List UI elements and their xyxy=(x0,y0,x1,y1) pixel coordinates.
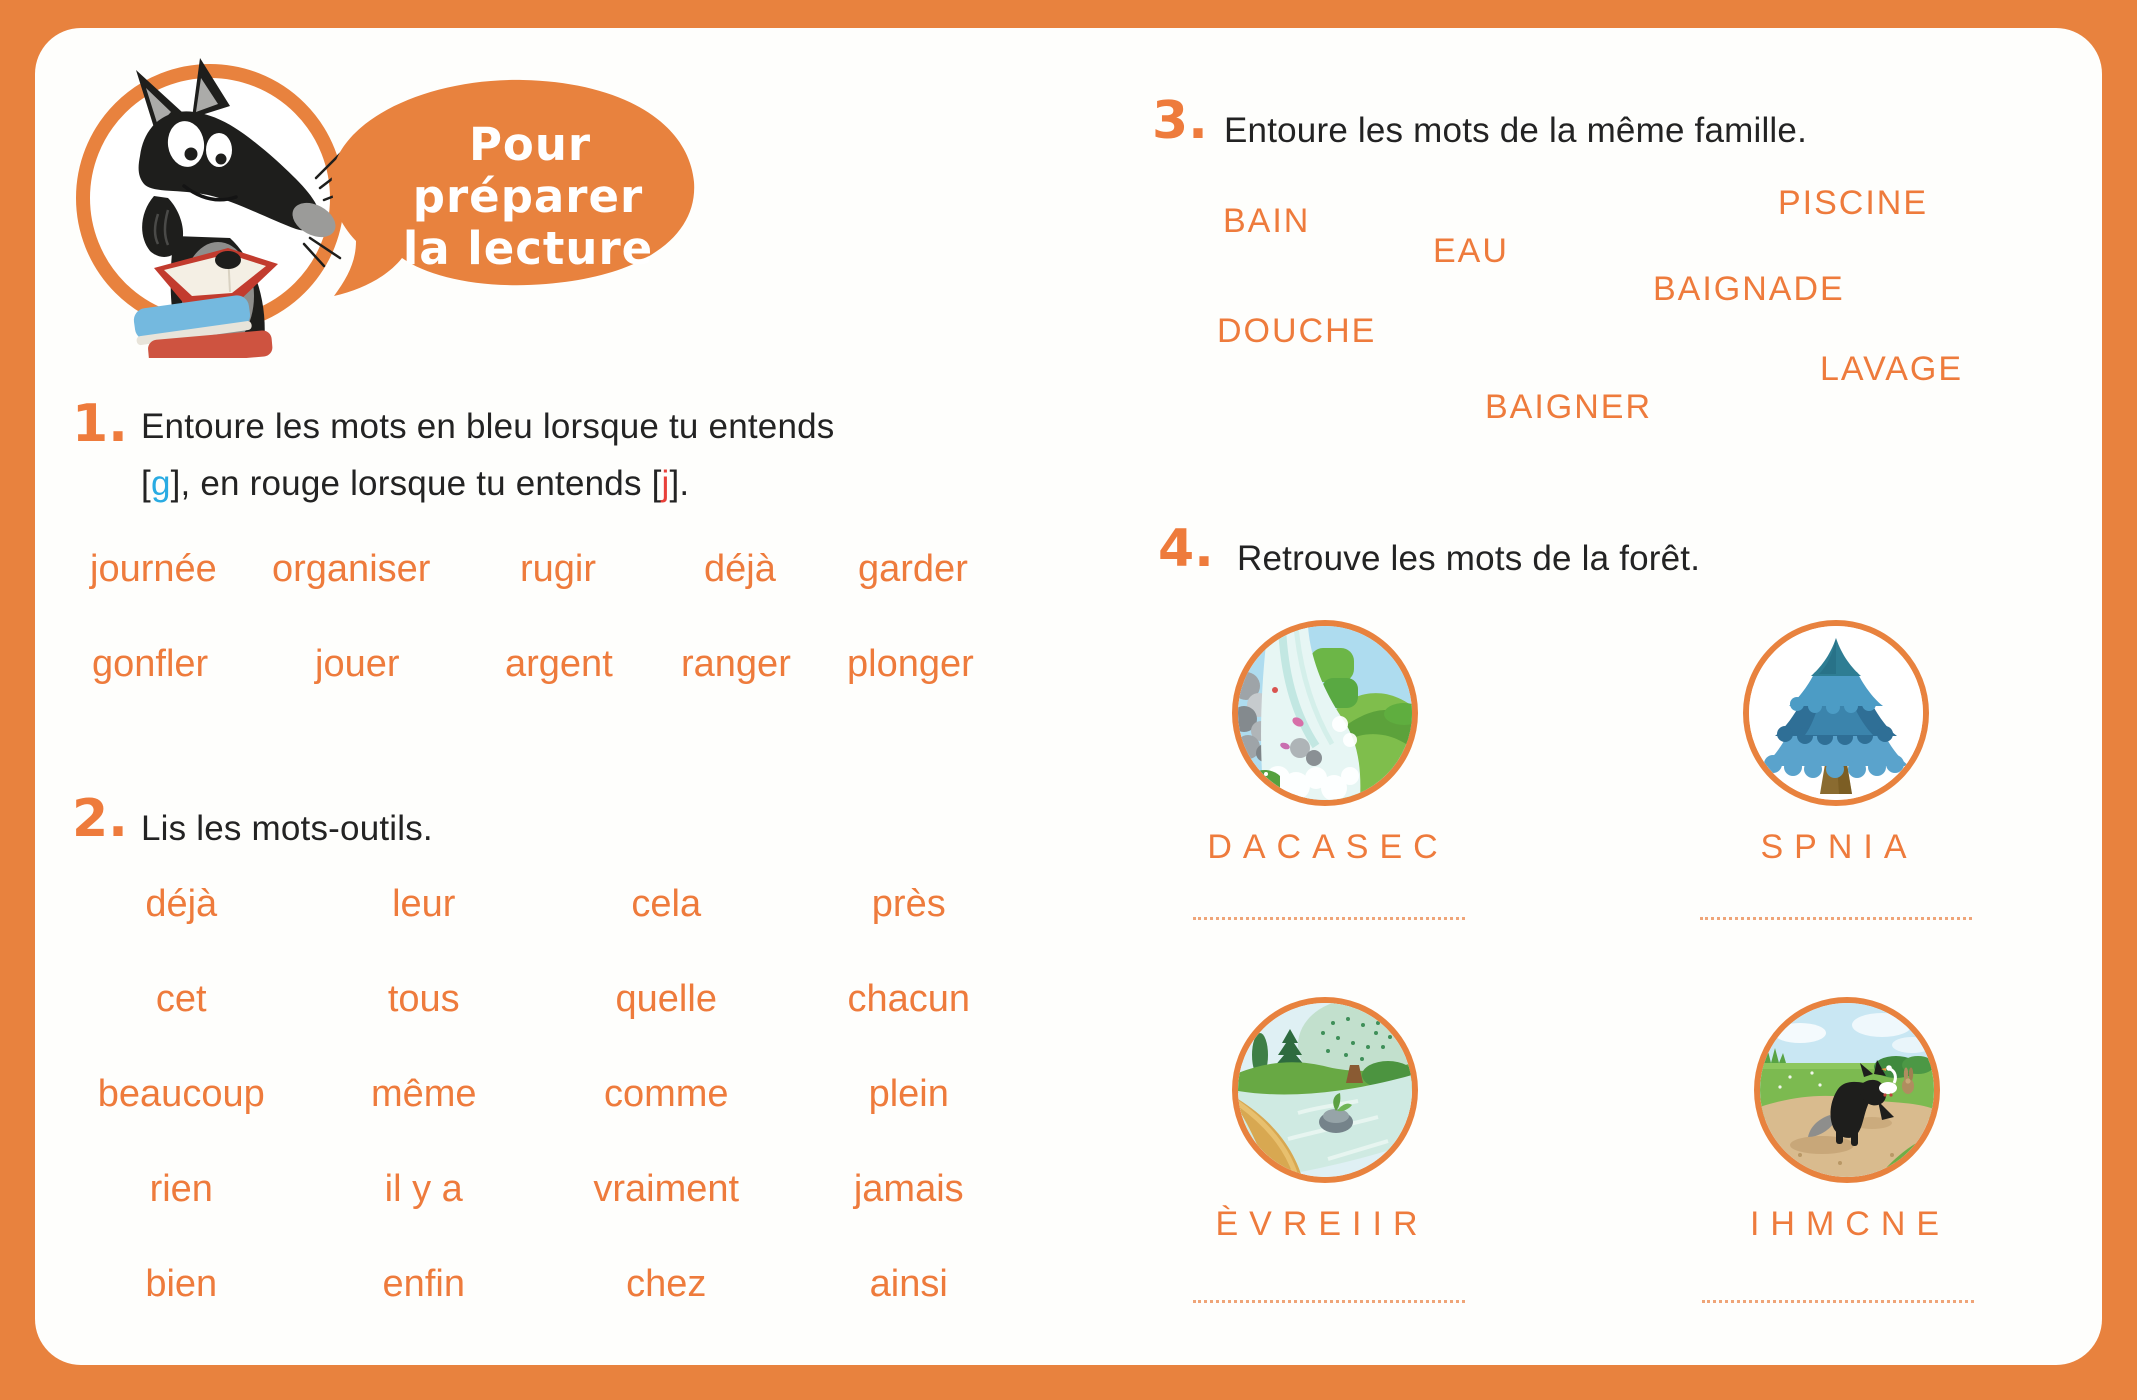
ex2-word: cet xyxy=(155,978,207,1020)
exercise1-instruction-line2: [g], en rouge lorsque tu entends [j]. xyxy=(141,464,690,503)
exercise1-number: 1. xyxy=(72,394,128,454)
scrambled-chemin: IHMCNE xyxy=(1749,1205,1951,1243)
cascade-image xyxy=(1232,620,1418,806)
answer-line-sapin[interactable] xyxy=(1700,917,1972,920)
ex1-word[interactable]: plonger xyxy=(847,643,974,685)
exercise4-title: Retrouve les mots de la forêt. xyxy=(1237,539,1701,578)
ex2-word: chez xyxy=(626,1263,707,1305)
exercise4-number: 4. xyxy=(1158,519,1214,579)
ex2-word: vraiment xyxy=(593,1168,740,1210)
ex2-word: il y a xyxy=(384,1168,463,1210)
bubble-line-2: préparer xyxy=(412,170,644,223)
scrambled-cascade: DACASEC xyxy=(1207,828,1449,866)
ex2-word: leur xyxy=(392,883,456,925)
answer-line-riviere[interactable] xyxy=(1193,1300,1465,1303)
ex2-word: près xyxy=(871,883,946,925)
riviere-image xyxy=(1232,997,1418,1183)
ex2-word: bien xyxy=(145,1263,218,1305)
exercise2-title: Lis les mots-outils. xyxy=(141,809,433,848)
ex2-word: même xyxy=(370,1073,477,1115)
ex2-word: enfin xyxy=(382,1263,465,1305)
sapin-image xyxy=(1743,620,1929,806)
ex2-word: rien xyxy=(149,1168,213,1210)
ex3-word[interactable]: DOUCHE xyxy=(1217,312,1377,350)
bubble-line-1: Pour xyxy=(468,118,592,171)
answer-line-chemin[interactable] xyxy=(1702,1300,1974,1303)
ex2-word: beaucoup xyxy=(97,1073,265,1115)
ex1-word[interactable]: organiser xyxy=(272,548,431,590)
ex1-word[interactable]: ranger xyxy=(681,643,791,685)
ex1-word[interactable]: jouer xyxy=(315,643,400,685)
ex3-word[interactable]: LAVAGE xyxy=(1820,350,1964,388)
ex2-word: chacun xyxy=(847,978,971,1020)
ex1-word[interactable]: rugir xyxy=(520,548,597,590)
ex2-word: quelle xyxy=(615,978,717,1020)
ex3-word[interactable]: BAIN xyxy=(1223,202,1311,240)
ex2-word: tous xyxy=(387,978,460,1020)
ex1-word[interactable]: déjà xyxy=(704,548,776,590)
ex1-word[interactable]: argent xyxy=(505,643,613,685)
scrambled-sapin: SPNIA xyxy=(1760,828,1918,866)
scrambled-riviere: ÈVREIIR xyxy=(1215,1205,1429,1243)
ex3-word[interactable]: PISCINE xyxy=(1778,184,1929,222)
ex2-word: comme xyxy=(603,1073,729,1115)
chemin-image xyxy=(1754,997,1940,1183)
ex1-word[interactable]: journée xyxy=(90,548,217,590)
exercise2-number: 2. xyxy=(72,789,128,849)
exercise1-instruction xyxy=(141,398,1041,512)
exercise3-number: 3. xyxy=(1152,91,1208,151)
exercise1-instruction-line1: Entoure les mots en bleu lorsque tu entends xyxy=(141,407,835,446)
sound-g: g xyxy=(150,464,171,503)
ex1-word[interactable]: garder xyxy=(858,548,968,590)
answer-line-cascade[interactable] xyxy=(1193,917,1465,920)
ex3-word[interactable]: BAIGNADE xyxy=(1653,270,1845,308)
ex2-word: jamais xyxy=(853,1168,964,1210)
ex2-word: ainsi xyxy=(869,1263,948,1305)
ex3-word[interactable]: BAIGNER xyxy=(1485,388,1653,426)
ex3-word[interactable]: EAU xyxy=(1433,232,1509,270)
sound-j: j xyxy=(661,464,670,503)
ex2-word: cela xyxy=(631,883,702,925)
mots-outils-grid xyxy=(60,885,1030,1303)
ex2-word: plein xyxy=(868,1073,949,1115)
title-bubble xyxy=(318,74,704,314)
exercise3-title: Entoure les mots de la même famille. xyxy=(1224,111,1807,150)
ex2-word: déjà xyxy=(145,883,218,925)
bubble-line-3: la lecture xyxy=(402,222,654,275)
ex1-word[interactable]: gonfler xyxy=(92,643,209,685)
